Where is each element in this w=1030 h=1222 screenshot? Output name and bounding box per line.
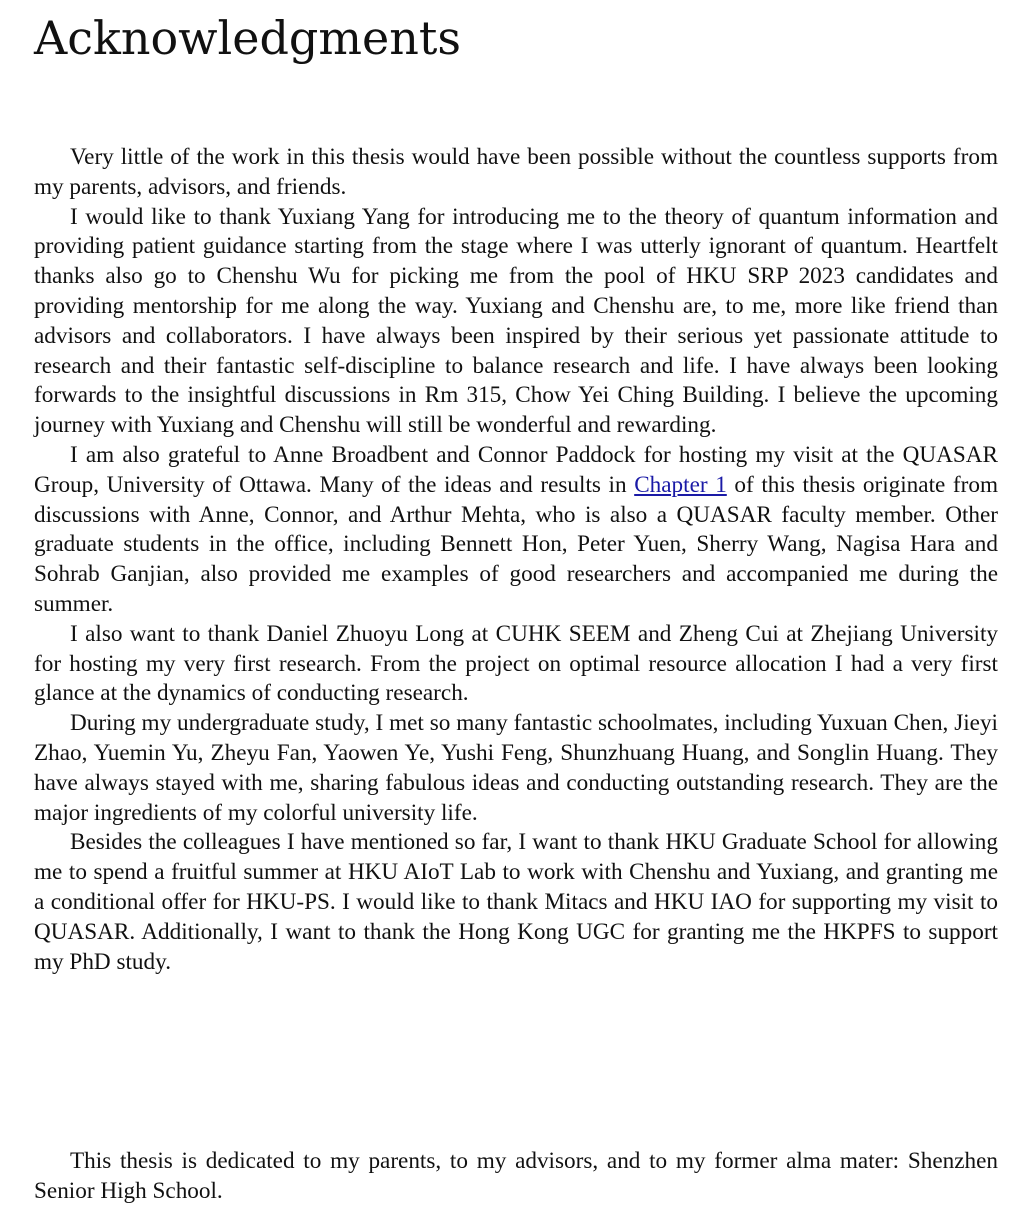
- paragraph-1: Very little of the work in this thesis would have been possible without the countless supports from my parents, advisors, and friends.: [34, 144, 998, 200]
- paragraph-6: Besides the colleagues I have mentioned so far, I want to thank HKU Graduate School for allowing me to spend a fruitful summer at HKU AIoT Lab to work with Chenshu and Yuxiang, and granting me a conditional offer for HKU-PS. I would like to thank Mitacs and HKU IAO for supporting my visit to QUASAR. Additionally, I want to thank the Hong Kong UGC for granting me the HKPFS to support my PhD study.: [34, 829, 998, 975]
- paragraph-5: During my undergraduate study, I met so many fantastic schoolmates, including Yuxuan Chen, Jieyi Zhao, Yuemin Yu, Zheyu Fan, Yaowen Ye, Yushi Feng, Shunzhuang Huang, and Songlin Huang. They have always stayed with me, sharing fabulous ideas and conducting outstanding research. They are the major ingredients of my colorful university life.: [34, 710, 998, 826]
- paragraph-3-after: of this thesis originate from discussions with Anne, Connor, and Arthur Mehta, who is also a QUASAR faculty member. Other graduate students in the office, including Bennett Hon, Peter Yuen, Sherry Wang, Nagisa Hara and Sohrab Ganjian, also provided me examples of good researchers and accompanied me during the summer.: [34, 471, 998, 617]
- page-title: Acknowledgments: [34, 11, 461, 65]
- paragraph-3-before: I am also grateful to Anne Broadbent and Connor Paddock for hosting my visit at the QUASAR Group, University of Ottawa. Many of the ideas and results in: [34, 441, 998, 498]
- dedication-block: [34, 1147, 998, 1207]
- acknowledgments-body: [34, 143, 998, 977]
- chapter-1-link[interactable]: Chapter 1: [634, 471, 727, 498]
- paragraph-2: I would like to thank Yuxiang Yang for introducing me to the theory of quantum information and providing patient guidance starting from the stage where I was utterly ignorant of quantum. Heartfelt thanks also go to Chenshu Wu for picking me from the pool of HKU SRP 2023 candidates and providing mentorship for me along the way. Yuxiang and Chenshu are, to me, more like friend than advisors and collaborators. I have always been inspired by their serious yet passionate attitude to research and their fantastic self-discipline to balance research and life. I have always been looking forwards to the insightful discussions in Rm 315, Chow Yei Ching Building. I believe the upcoming journey with Yuxiang and Chenshu will still be wonderful and rewarding.: [34, 203, 998, 439]
- dedication-text: This thesis is dedicated to my parents, to my advisors, and to my former alma mater: Shenzhen Senior High School.: [34, 1148, 998, 1204]
- paragraph-3: [34, 441, 998, 620]
- paragraph-4: I also want to thank Daniel Zhuoyu Long at CUHK SEEM and Zheng Cui at Zhejiang University for hosting my very first research. From the project on optimal resource allocation I had a very first glance at the dynamics of conducting research.: [34, 620, 998, 707]
